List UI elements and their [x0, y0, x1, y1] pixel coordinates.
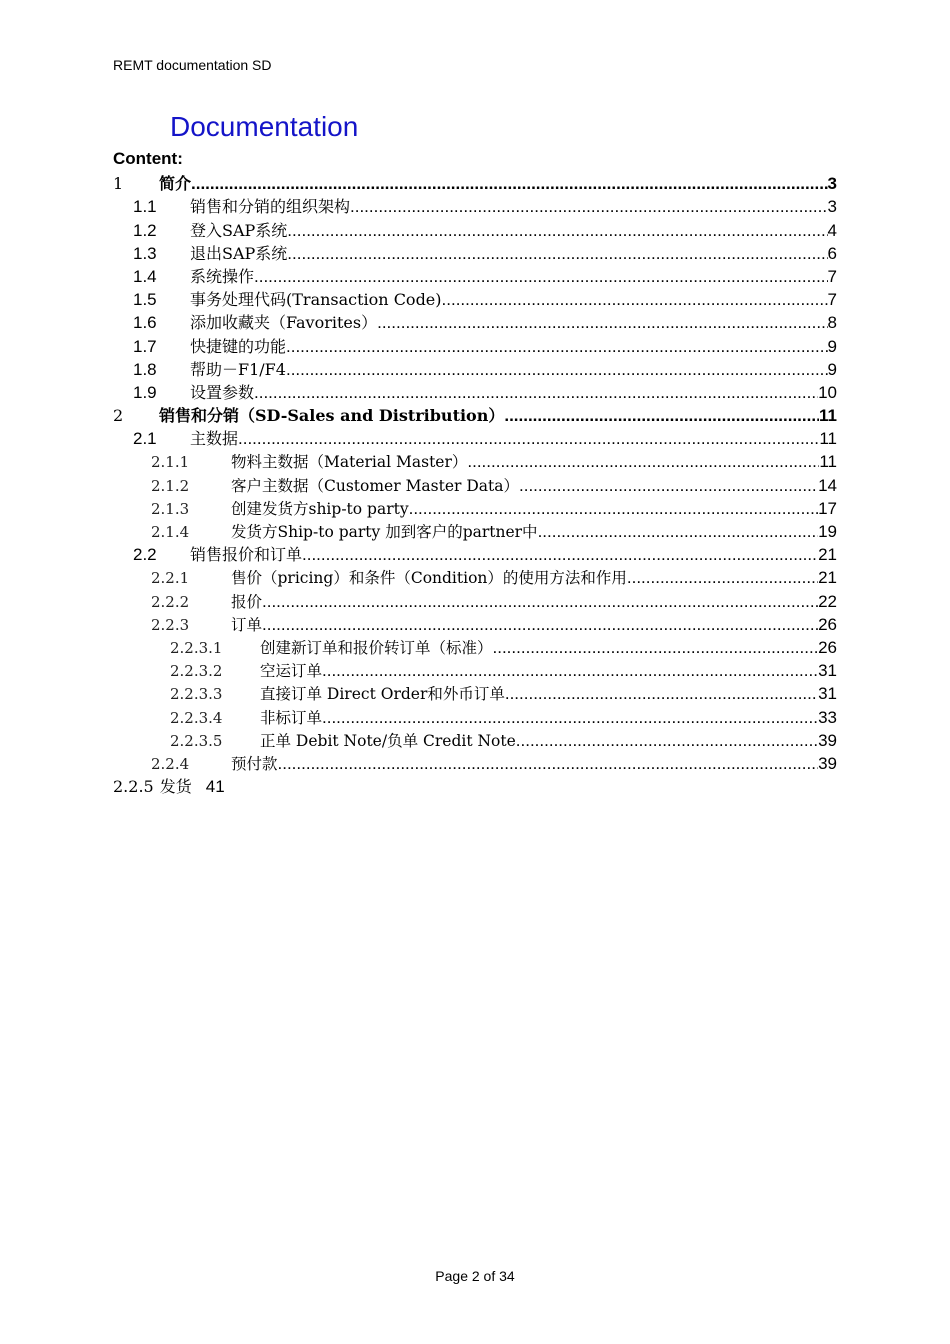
toc-entry-title: 发货方Ship-to party 加到客户的partner中 — [231, 523, 538, 541]
toc-entry[interactable] — [113, 704, 837, 727]
toc-entry-number: 1.7 — [133, 336, 157, 356]
toc-entry-page: 4 — [827, 220, 837, 240]
toc-entry-number: 1.4 — [133, 266, 157, 286]
toc-entry[interactable] — [113, 542, 837, 565]
toc-leader-dots — [191, 174, 828, 194]
toc-entry[interactable] — [113, 728, 837, 751]
toc-entry[interactable] — [113, 171, 837, 194]
toc-entry-page: 3 — [827, 174, 837, 194]
toc-entry-number: 2.1.4 — [151, 523, 190, 541]
toc-entry[interactable] — [113, 403, 837, 426]
toc-entry-title: 售价（pricing）和条件（Condition）的使用方法和作用 — [231, 569, 627, 588]
toc-entry-page: 10 — [818, 382, 837, 402]
toc-leader-dots — [254, 383, 818, 403]
toc-entry-number: 2.1.2 — [151, 476, 190, 495]
toc-entry-page: 31 — [818, 661, 837, 681]
toc-entry-title: 主数据 — [190, 429, 239, 449]
toc-entry-page: 14 — [818, 475, 837, 495]
toc-entry-number: 2.2 — [133, 545, 157, 565]
toc-leader-dots — [377, 313, 827, 333]
toc-entry[interactable] — [113, 333, 837, 356]
toc-entry-page: 22 — [818, 591, 837, 611]
toc-entry-title: 创建新订单和报价转订单（标准） — [260, 638, 493, 657]
toc-entry[interactable] — [113, 658, 837, 681]
toc-entry-number: 2.2.3.3 — [170, 685, 223, 704]
toc-leader-dots — [278, 754, 819, 774]
toc-entry-title: 直接订单 Direct Order和外币订单 — [260, 685, 505, 704]
toc-leader-dots — [505, 684, 818, 704]
toc-leader-dots — [442, 290, 828, 310]
toc-entry-title: 帮助－F1/F4 — [190, 359, 286, 379]
toc-leader-dots — [322, 708, 818, 728]
toc-entry[interactable] — [113, 426, 837, 449]
toc-entry-title: 预付款 — [231, 754, 278, 773]
toc-entry[interactable] — [113, 287, 837, 310]
toc-entry-page: 26 — [818, 614, 837, 634]
toc-entry-number: 2.2.3 — [151, 615, 190, 634]
toc-entry[interactable] — [113, 588, 837, 611]
toc-entry-title: 销售和分销的组织架构 — [190, 197, 351, 217]
toc-entry-page: 39 — [818, 753, 837, 773]
toc-entry-number: 2.1.1 — [151, 453, 190, 472]
toc-entry-number: 2.2.1 — [151, 569, 190, 588]
toc-entry-title: 客户主数据（Customer Master Data） — [231, 476, 520, 495]
toc-entry-page: 26 — [818, 637, 837, 657]
toc-entry-title: 快捷键的功能 — [190, 336, 287, 356]
toc-entry[interactable] — [113, 357, 837, 380]
toc-entry-title: 发货 — [159, 777, 192, 797]
document-title: Documentation — [170, 111, 359, 142]
toc-entry[interactable] — [113, 635, 837, 658]
toc-entry-page: 39 — [818, 730, 837, 750]
toc-entry-page: 3 — [827, 197, 837, 217]
toc-entry[interactable] — [113, 310, 837, 333]
toc-entry[interactable] — [113, 472, 837, 495]
toc-entry-page: 33 — [818, 707, 837, 727]
toc-leader-dots — [287, 221, 827, 241]
toc-entry-page: 7 — [827, 266, 837, 286]
toc-entry-number: 1.3 — [133, 243, 157, 263]
toc-leader-dots — [627, 568, 818, 588]
toc-leader-dots — [287, 244, 827, 264]
toc-entry[interactable] — [113, 751, 837, 774]
content-label: Content: — [113, 149, 183, 168]
toc-entry[interactable] — [113, 565, 837, 588]
toc-entry-page: 19 — [818, 522, 837, 541]
toc-entry-number: 1 — [113, 174, 124, 194]
toc-entry-page: 41 — [205, 777, 225, 797]
toc-entry-title: 销售报价和订单 — [190, 545, 303, 565]
toc-entry[interactable] — [113, 519, 837, 542]
toc-entry-number: 2.1 — [133, 429, 157, 449]
toc-leader-dots — [519, 476, 818, 496]
toc-entry-number: 2.1.3 — [151, 499, 190, 518]
toc-leader-dots — [504, 406, 819, 426]
toc-entry-title: 创建发货方ship-to party — [231, 499, 409, 518]
toc-entry-number: 2.2.2 — [151, 592, 190, 611]
toc-entry-page: 21 — [818, 545, 837, 565]
toc-entry[interactable] — [113, 449, 837, 472]
toc-entry-title: 销售和分销（SD-Sales and Distribution） — [159, 406, 505, 426]
toc-entry-title: 系统操作 — [190, 266, 255, 286]
toc-entry-title: 简介 — [159, 174, 192, 194]
toc-leader-dots — [286, 360, 828, 380]
toc-entry-page: 11 — [819, 429, 837, 449]
toc-entry-page: 9 — [827, 359, 837, 379]
page-footer: Page 2 of 34 — [435, 1268, 515, 1284]
toc-leader-dots — [493, 638, 819, 658]
toc-entry-title: 空运订单 — [260, 662, 323, 681]
toc-entry-page: 8 — [827, 313, 837, 333]
toc-entry-number: 2.2.5 — [113, 777, 154, 797]
table-of-contents — [113, 171, 837, 797]
toc-entry-number: 2.2.3.4 — [170, 708, 223, 727]
toc-entry[interactable] — [113, 241, 837, 264]
toc-entry[interactable] — [113, 612, 837, 635]
toc-leader-dots — [409, 499, 818, 519]
toc-entry-title: 报价 — [231, 592, 263, 611]
toc-entry-title: 非标订单 — [260, 708, 323, 727]
toc-entry[interactable] — [113, 264, 837, 287]
toc-leader-dots — [254, 267, 828, 287]
toc-entry-page: 7 — [827, 290, 837, 310]
toc-entry-number: 1.2 — [133, 220, 157, 240]
toc-leader-dots — [322, 661, 818, 681]
toc-entry-number: 2.2.3.5 — [170, 731, 223, 750]
toc-leader-dots — [262, 592, 818, 612]
toc-entry-page: 21 — [818, 568, 837, 588]
toc-entry-page: 11 — [819, 452, 837, 472]
toc-entry-number: 2.2.3.2 — [170, 662, 223, 681]
toc-entry-page: 17 — [818, 498, 837, 518]
toc-entry-number: 1.5 — [133, 290, 157, 310]
toc-entry-title: 事务处理代码(Transaction Code) — [190, 290, 442, 310]
toc-entry-title: 退出SAP系统 — [190, 243, 288, 263]
toc-entry-page: 11 — [819, 406, 837, 426]
toc-entry-page: 9 — [827, 336, 837, 356]
toc-leader-dots — [350, 197, 828, 217]
toc-leader-dots — [538, 522, 819, 542]
toc-entry-title: 正单 Debit Note/负单 Credit Note — [260, 731, 516, 750]
page-header: REMT documentation SD — [113, 57, 272, 73]
toc-entry-number: 2.2.3.1 — [170, 638, 223, 657]
toc-leader-dots — [302, 545, 818, 565]
toc-leader-dots — [262, 615, 818, 635]
toc-entry-title: 添加收藏夹（Favorites） — [190, 313, 378, 333]
toc-entry[interactable] — [113, 774, 837, 797]
toc-leader-dots — [286, 337, 828, 357]
toc-leader-dots — [467, 452, 819, 472]
toc-entry[interactable] — [113, 194, 837, 217]
toc-entry-number: 1.1 — [133, 197, 157, 217]
toc-entry[interactable] — [113, 496, 837, 519]
toc-entry[interactable] — [113, 217, 837, 240]
toc-entry-number: 1.8 — [133, 359, 157, 379]
toc-leader-dots — [516, 731, 818, 751]
toc-entry-number: 2 — [113, 406, 124, 426]
toc-entry-title: 登入SAP系统 — [190, 220, 288, 240]
toc-entry-page: 31 — [818, 684, 837, 704]
toc-leader-dots — [238, 429, 819, 449]
toc-entry-page: 6 — [827, 243, 837, 263]
toc-entry[interactable] — [113, 681, 837, 704]
toc-entry[interactable] — [113, 380, 837, 403]
toc-entry-number: 1.9 — [133, 382, 157, 402]
toc-entry-title: 物料主数据（Material Master） — [231, 453, 468, 472]
toc-entry-title: 设置参数 — [190, 382, 255, 402]
toc-entry-number: 1.6 — [133, 313, 157, 333]
toc-entry-number: 2.2.4 — [151, 754, 190, 773]
toc-entry-title: 订单 — [231, 615, 263, 634]
